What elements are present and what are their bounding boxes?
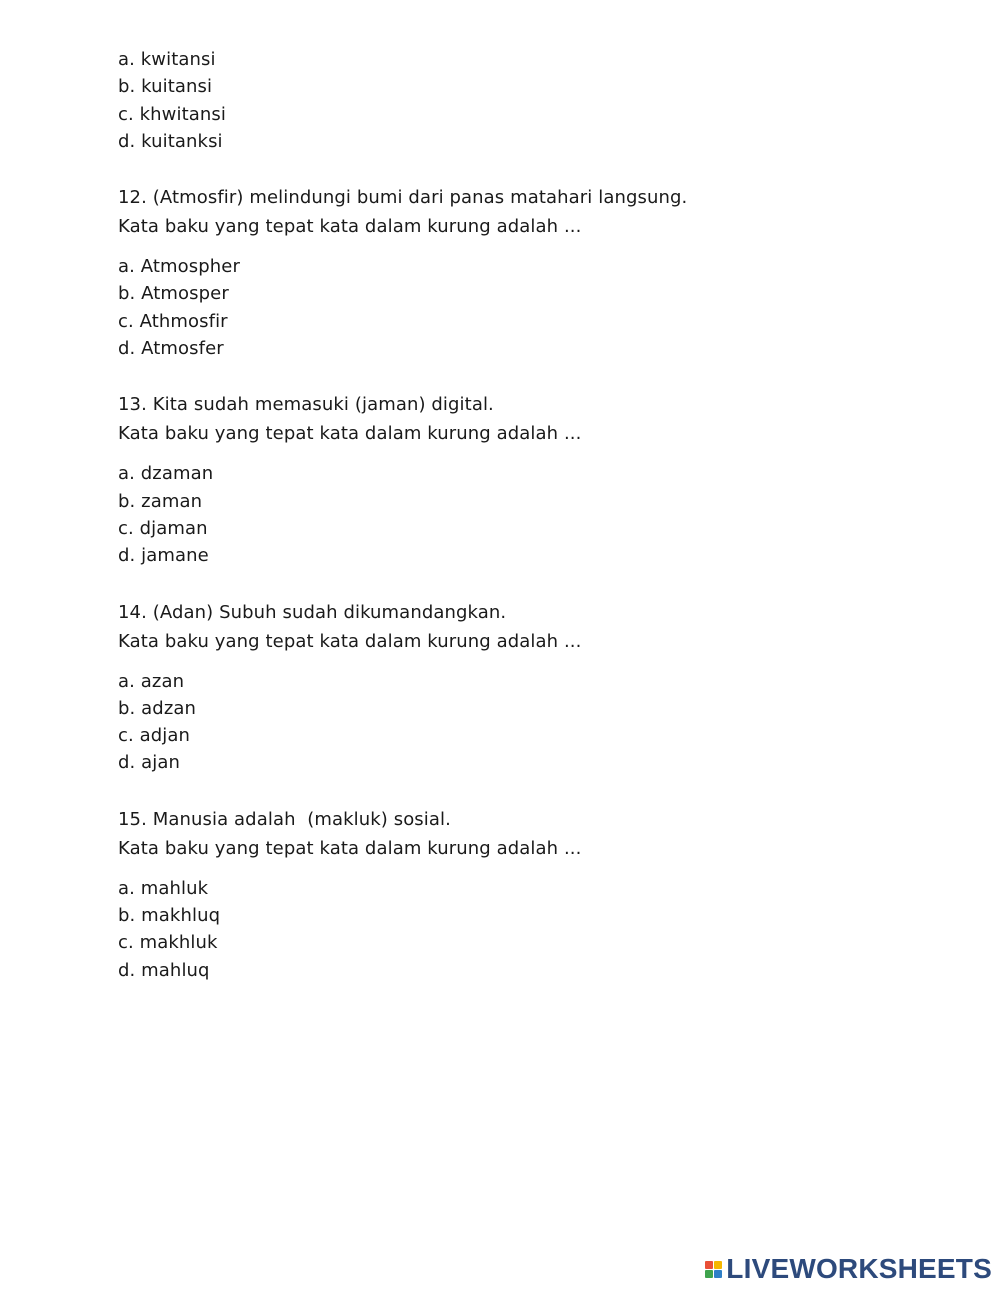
option-d[interactable]: d. kuitanksi bbox=[118, 130, 223, 152]
option-c[interactable]: c. khwitansi bbox=[118, 103, 226, 125]
option-b[interactable]: b. Atmosper bbox=[118, 283, 229, 305]
logo-text: LIVEWORKSHEETS bbox=[726, 1253, 992, 1284]
option-c[interactable]: c. djaman bbox=[118, 517, 208, 539]
option-b[interactable]: b. makhluq bbox=[118, 905, 221, 927]
answer-options bbox=[118, 875, 918, 984]
option-a[interactable]: a. mahluk bbox=[118, 877, 209, 899]
option-b[interactable]: b. zaman bbox=[118, 490, 203, 512]
option-d[interactable]: d. mahluq bbox=[118, 959, 210, 981]
option-a[interactable]: a. kwitansi bbox=[118, 49, 216, 70]
answer-options bbox=[118, 668, 918, 777]
option-c[interactable]: c. adjan bbox=[118, 725, 191, 747]
question-13 bbox=[118, 390, 918, 569]
question-instruction: Kata baku yang tepat kata dalam kurung adalah ... bbox=[118, 423, 582, 445]
logo-block-blue bbox=[714, 1270, 722, 1278]
question-instruction: Kata baku yang tepat kata dalam kurung adalah ... bbox=[118, 630, 582, 652]
option-d[interactable]: d. ajan bbox=[118, 752, 181, 774]
liveworksheets-logo bbox=[705, 1253, 992, 1285]
question-text: 15. Manusia adalah (makluk) sosial. bbox=[118, 808, 451, 830]
worksheet-page bbox=[118, 46, 918, 984]
logo-block-red bbox=[705, 1261, 713, 1269]
option-d[interactable]: d. Atmosfer bbox=[118, 338, 224, 360]
logo-blocks-icon bbox=[705, 1261, 722, 1278]
option-c[interactable]: c. Athmosfir bbox=[118, 310, 228, 332]
logo-block-green bbox=[705, 1270, 713, 1278]
option-d[interactable]: d. jamane bbox=[118, 545, 209, 567]
option-a[interactable]: a. azan bbox=[118, 670, 185, 692]
option-a[interactable]: a. dzaman bbox=[118, 463, 214, 485]
question-instruction: Kata baku yang tepat kata dalam kurung adalah ... bbox=[118, 837, 582, 859]
question-text: 13. Kita sudah memasuki (jaman) digital. bbox=[118, 394, 494, 416]
prev-question-options bbox=[118, 46, 918, 155]
question-12 bbox=[118, 183, 918, 362]
question-text: 14. (Adan) Subuh sudah dikumandangkan. bbox=[118, 601, 507, 623]
option-a[interactable]: a. Atmospher bbox=[118, 256, 240, 278]
option-b[interactable]: b. kuitansi bbox=[118, 76, 213, 98]
answer-options bbox=[118, 460, 918, 569]
question-instruction: Kata baku yang tepat kata dalam kurung adalah ... bbox=[118, 216, 582, 238]
question-15 bbox=[118, 805, 918, 984]
question-text: 12. (Atmosfir) melindungi bumi dari panas matahari langsung. bbox=[118, 187, 688, 209]
question-14 bbox=[118, 598, 918, 777]
option-c[interactable]: c. makhluk bbox=[118, 932, 218, 954]
answer-options bbox=[118, 253, 918, 362]
logo-block-yellow bbox=[714, 1261, 722, 1269]
option-b[interactable]: b. adzan bbox=[118, 697, 197, 719]
